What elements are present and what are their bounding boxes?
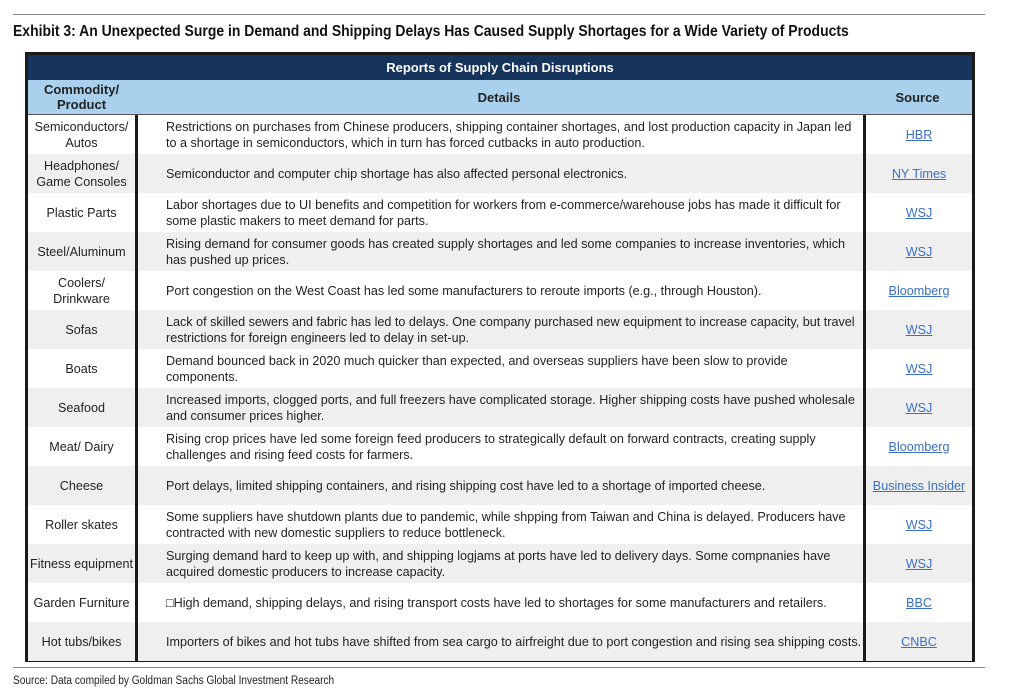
details-cell: Increased imports, clogged ports, and full freezers have complicated storage. Higher shipping costs have pushed wholesale and consumer prices higher. [138,388,866,427]
table-row [28,349,972,388]
product-cell: Plastic Parts [28,193,138,232]
source-cell [866,505,972,544]
product-cell: Fitness equipment [28,544,138,583]
table-row [28,310,972,349]
details-cell: Surging demand hard to keep up with, and shipping logjams at ports have led to delivery days. Some compnanies have acquired domestic producers to increase capacity. [138,544,866,583]
table-header [28,80,972,115]
source-cell [866,583,972,622]
source-link[interactable]: WSJ [905,244,933,259]
table-row [28,271,972,310]
source-cell [866,310,972,349]
top-rule [13,14,985,15]
source-cell [866,349,972,388]
source-cell [866,427,972,466]
source-cell [866,622,972,661]
product-cell: Boats [28,349,138,388]
product-cell: Coolers/ Drinkware [28,271,138,310]
source-link[interactable]: WSJ [905,361,933,376]
table-row [28,427,972,466]
table-body [28,115,972,661]
product-cell: Sofas [28,310,138,349]
source-cell [866,388,972,427]
source-link[interactable]: WSJ [905,205,933,220]
product-cell: Seafood [28,388,138,427]
source-cell [866,115,972,154]
table-row [28,115,972,154]
details-cell: Importers of bikes and hot tubs have shifted from sea cargo to airfreight due to port congestion and rising sea shipping costs. [138,622,866,661]
source-cell [866,232,972,271]
table-row [28,622,972,661]
source-note: Source: Data compiled by Goldman Sachs Global Investment Research [13,675,335,687]
exhibit-title: Exhibit 3: An Unexpected Surge in Demand and Shipping Delays Has Caused Supply Shortages for a Wide Variety of Products [13,23,849,40]
source-cell [866,544,972,583]
source-link[interactable]: BBC [906,595,932,610]
source-link[interactable]: WSJ [905,517,933,532]
source-cell [866,193,972,232]
source-link[interactable]: HBR [905,127,933,142]
details-cell: Rising crop prices have led some foreign feed producers to strategically default on forward contracts, creating supply challenges and rising feed costs for farmers. [138,427,866,466]
header-details: Details [477,89,521,105]
source-link[interactable]: WSJ [905,400,933,415]
product-cell: Hot tubs/bikes [28,622,138,661]
table-row [28,505,972,544]
header-source: Source [895,89,940,105]
source-link[interactable]: Business Insider [872,478,966,493]
product-cell: Roller skates [28,505,138,544]
details-cell: Port delays, limited shipping containers, and rising shipping cost have led to a shortage of imported cheese. [138,466,866,505]
table-row [28,466,972,505]
product-cell: Cheese [28,466,138,505]
source-link[interactable]: WSJ [905,322,933,337]
details-cell: Port congestion on the West Coast has led some manufacturers to reroute imports (e.g., through Houston). [138,271,866,310]
source-link[interactable]: WSJ [905,556,933,571]
product-cell: Garden Furniture [28,583,138,622]
source-cell [866,271,972,310]
table-banner: Reports of Supply Chain Disruptions [28,55,972,80]
source-cell [866,466,972,505]
table-row [28,193,972,232]
table-row [28,544,972,583]
product-cell: Semiconductors/ Autos [28,115,138,154]
details-cell: Rising demand for consumer goods has created supply shortages and led some companies to increase inventories, which has pushed up prices. [138,232,866,271]
table-row [28,388,972,427]
details-cell: □High demand, shipping delays, and rising transport costs have led to shortages for some manufacturers and retailers. [138,583,866,622]
product-cell: Headphones/ Game Consoles [28,154,138,193]
bottom-rule [13,667,985,668]
source-link[interactable]: CNBC [901,634,937,649]
details-cell: Some suppliers have shutdown plants due to pandemic, while shpping from Taiwan and China is delayed. Producers have contracted with new domestic suppliers to reduce bottleneck. [138,505,866,544]
table-row [28,232,972,271]
details-cell: Demand bounced back in 2020 much quicker than expected, and overseas suppliers have been slow to provide components. [138,349,866,388]
table-row [28,583,972,622]
supply-chain-table [25,52,975,662]
source-link[interactable]: Bloomberg [888,283,950,298]
product-cell: Steel/Aluminum [28,232,138,271]
header-product: Commodity/ Product [43,82,120,112]
table-row [28,154,972,193]
source-link[interactable]: Bloomberg [888,439,950,454]
details-cell: Lack of skilled sewers and fabric has led to delays. One company purchased new equipment to increase capacity, but travel restrictions for foreign engineers led to delay in set-up. [138,310,866,349]
details-cell: Semiconductor and computer chip shortage has also affected personal electronics. [138,154,866,193]
details-cell: Labor shortages due to UI benefits and competition for workers from e-commerce/warehouse jobs has made it difficult for some plastic makers to meet demand for parts. [138,193,866,232]
product-cell: Meat/ Dairy [28,427,138,466]
source-cell [866,154,972,193]
details-cell: Restrictions on purchases from Chinese producers, shipping container shortages, and lost production capacity in Japan led to a shortage in semiconductors, which in turn has forced cutbacks in auto production. [138,115,866,154]
source-link[interactable]: NY Times [891,166,947,181]
